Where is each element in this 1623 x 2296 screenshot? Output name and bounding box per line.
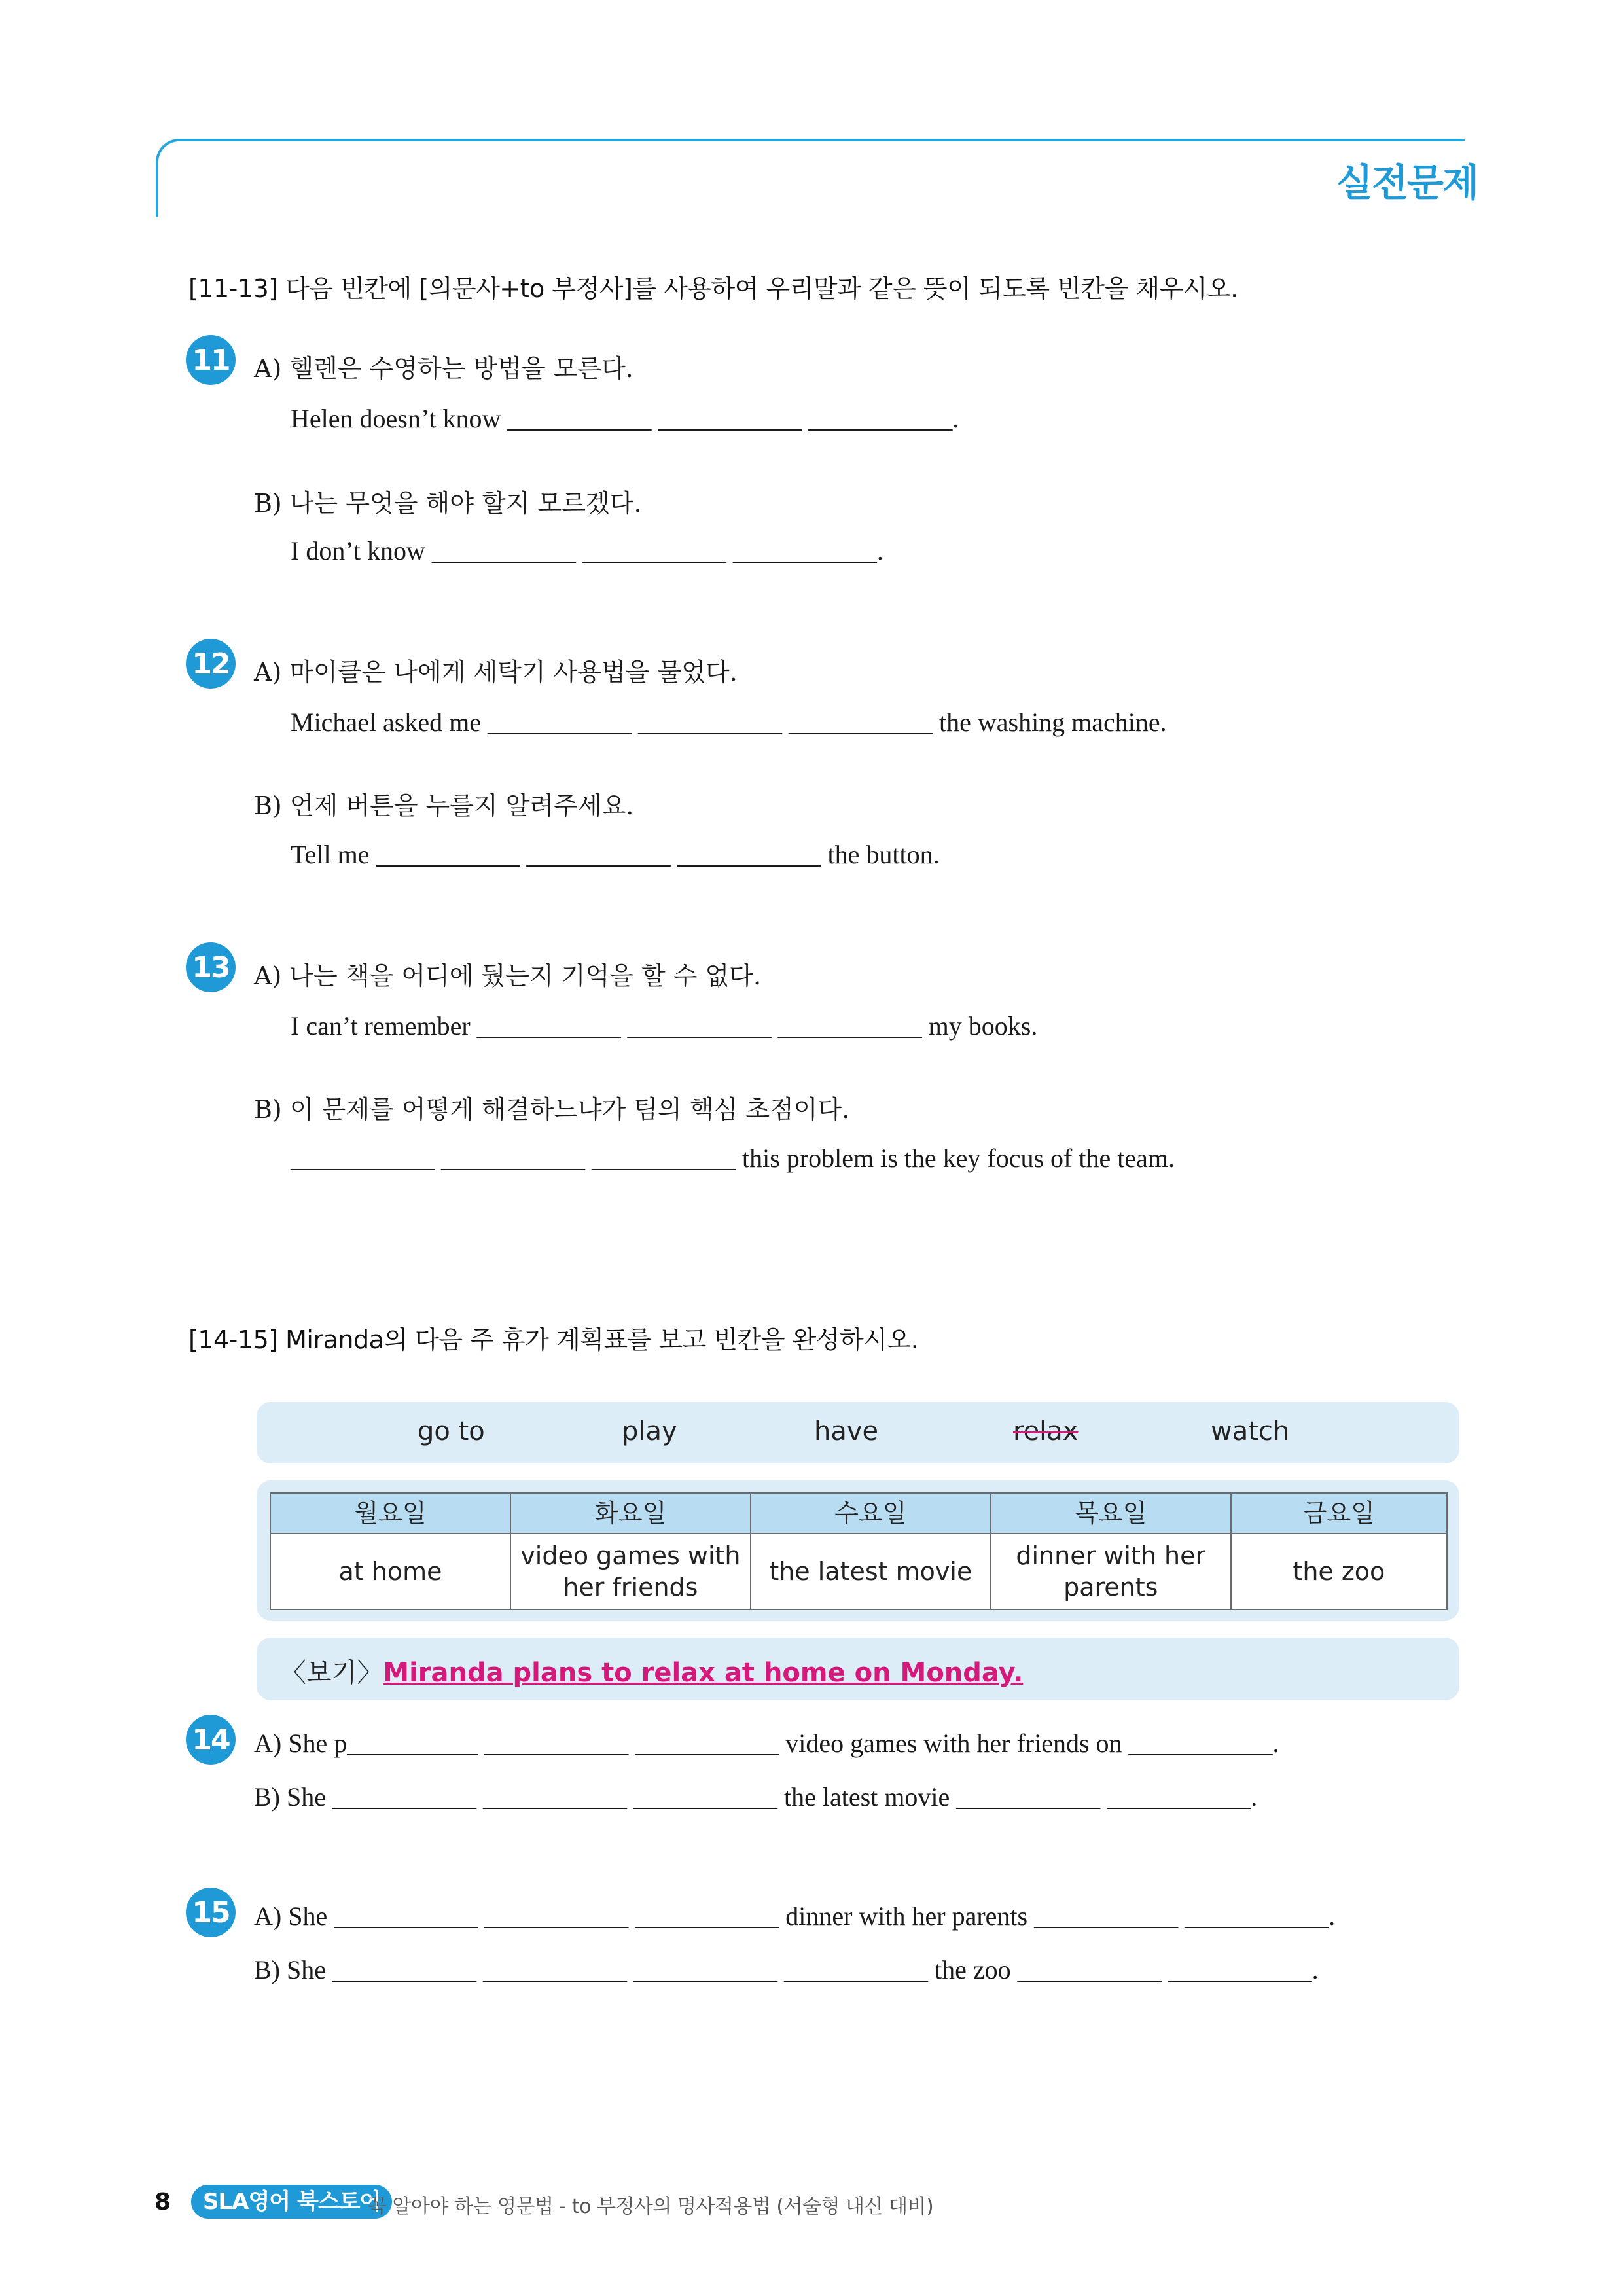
schedule-table xyxy=(270,1492,1448,1610)
question-number-13: 13 xyxy=(186,942,236,992)
table-header: 목요일 xyxy=(991,1493,1231,1534)
table-cell: video games with her friends xyxy=(510,1534,751,1609)
example-sentence: Miranda plans to relax at home on Monday. xyxy=(383,1658,1024,1688)
table-header: 수요일 xyxy=(751,1493,991,1534)
table-header: 금요일 xyxy=(1231,1493,1447,1534)
table-header-row xyxy=(270,1493,1447,1534)
q12-a-korean: A) 마이클은 나에게 세탁기 사용법을 물었다. xyxy=(254,658,738,687)
table-row xyxy=(270,1534,1447,1609)
q11-b-korean: B) 나는 무엇을 해야 할지 모르겠다. xyxy=(254,489,642,518)
q13-b-korean: B) 이 문제를 어떻게 해결하느냐가 팀의 핵심 초점이다. xyxy=(254,1095,850,1124)
q15-b: B) She ___________ ___________ ___________ ___________ the zoo ___________ ___________. xyxy=(254,1955,1319,1984)
table-header: 월요일 xyxy=(270,1493,510,1534)
word-bank-item: watch xyxy=(1211,1416,1290,1446)
question-number-15: 15 xyxy=(186,1888,236,1937)
q14-a: A) She p__________ ___________ ___________ video games with her friends on ___________. xyxy=(254,1729,1279,1758)
page-number: 8 xyxy=(154,2189,171,2215)
q11-a-english: Helen doesn’t know ___________ ___________ ___________. xyxy=(291,404,959,433)
header-border xyxy=(156,139,1465,217)
q13-a-english: I can’t remember ___________ ___________ ___________ my books. xyxy=(291,1011,1038,1041)
table-header: 화요일 xyxy=(510,1493,751,1534)
example xyxy=(280,1652,1023,1689)
q11-b-english: I don’t know ___________ ___________ ___________. xyxy=(291,536,883,565)
brand-logo: SLA영어 북스토어 xyxy=(191,2185,392,2219)
table-cell: the latest movie xyxy=(751,1534,991,1609)
q15-a: A) She ___________ ___________ ___________ dinner with her parents ___________ ___________. xyxy=(254,1901,1336,1931)
q12-b-english: Tell me ___________ ___________ ___________ the button. xyxy=(291,840,940,869)
section1-instruction: [11-13] 다음 빈칸에 [의문사+to 부정사]를 사용하여 우리말과 같은 뜻이 되도록 빈칸을 채우시오. xyxy=(188,274,1238,303)
word-bank-item: play xyxy=(622,1416,677,1446)
q12-a-english: Michael asked me ___________ ___________ ___________ the washing machine. xyxy=(291,708,1167,737)
example-label: 〈보기〉 xyxy=(280,1658,383,1688)
word-bank-item-crossed: relax xyxy=(1013,1416,1079,1446)
q14-b: B) She ___________ ___________ ___________ the latest movie ___________ ___________. xyxy=(254,1782,1258,1812)
q11-a-korean: A) 헬렌은 수영하는 방법을 모른다. xyxy=(254,354,633,383)
question-number-14: 14 xyxy=(186,1715,236,1765)
page-title: 실전문제 xyxy=(1336,160,1478,205)
table-cell: the zoo xyxy=(1231,1534,1447,1609)
question-number-12: 12 xyxy=(186,639,236,689)
footer-title: 꼭 알아야 하는 영문법 - to 부정사의 명사적용법 (서술형 내신 대비) xyxy=(368,2195,934,2218)
question-number-11: 11 xyxy=(186,335,236,385)
q13-a-korean: A) 나는 책을 어디에 뒀는지 기억을 할 수 없다. xyxy=(254,961,762,990)
word-bank-item: go to xyxy=(418,1416,485,1446)
q12-b-korean: B) 언제 버튼을 누를지 알려주세요. xyxy=(254,791,634,820)
section2-instruction: [14-15] Miranda의 다음 주 휴가 계획표를 보고 빈칸을 완성하시오. xyxy=(188,1325,919,1354)
table-cell: dinner with her parents xyxy=(991,1534,1231,1609)
word-bank-item: have xyxy=(814,1416,879,1446)
table-cell: at home xyxy=(270,1534,510,1609)
q13-b-english: ___________ ___________ ___________ this problem is the key focus of the team. xyxy=(291,1143,1175,1173)
